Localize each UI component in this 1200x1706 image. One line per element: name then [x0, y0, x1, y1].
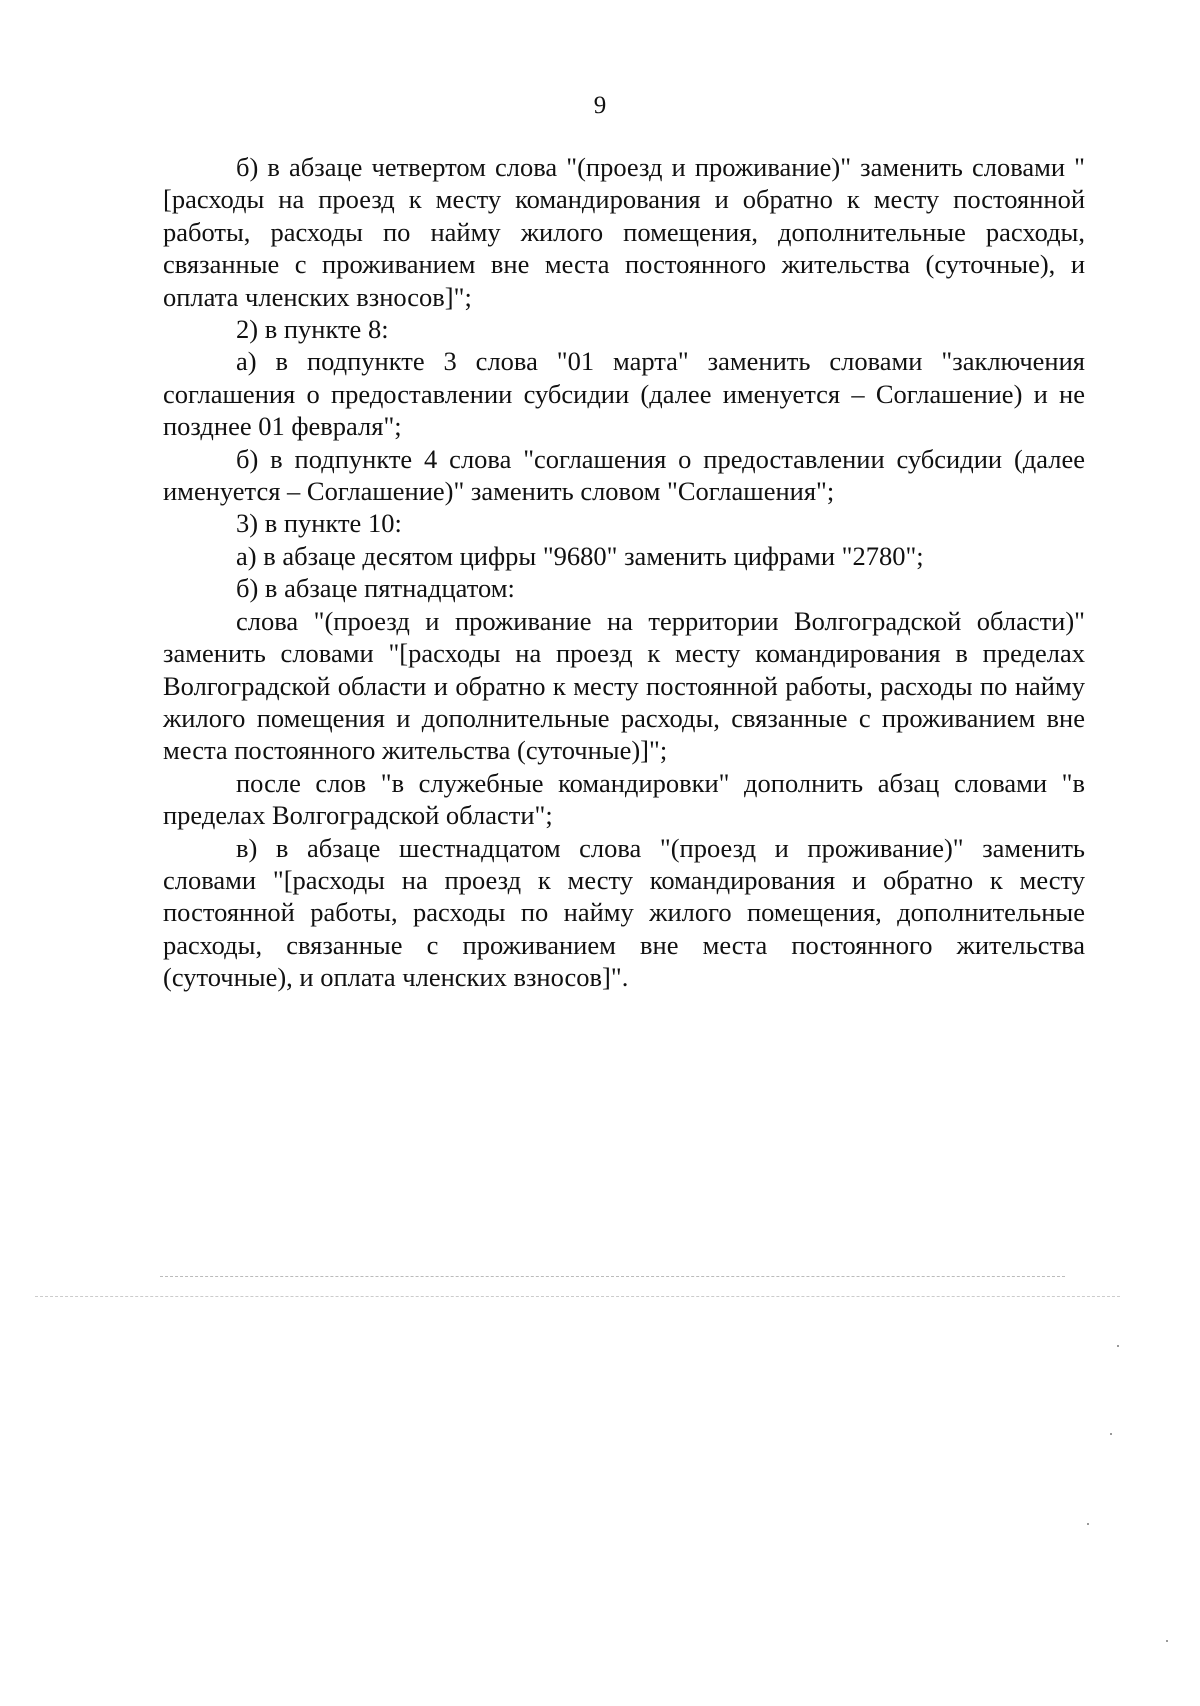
paragraph: слова "(проезд и проживание на территории Волгоградской области)" заменить словами "[расходы на проезд к месту командирования в пределах Волгоградской области и обратно к месту постоянной работы, расходы по найму жилого помещения и дополнительные расходы, связанные с проживанием вне места постоянного жительства (суточные)]"; [163, 605, 1085, 766]
paragraph: б) в абзаце четвертом слова "(проезд и проживание)" заменить словами "[расходы на проезд к месту командирования и обратно к месту постоянной работы, расходы по найму жилого помещения, дополнительные расходы, связанные с проживанием вне места постоянного жительства (суточные), и оплата членских взносов]"; [163, 152, 1085, 312]
paragraph: 2) в пункте 8: [236, 314, 389, 345]
scan-artifact-line [160, 1276, 1065, 1277]
scan-speck [1110, 1433, 1112, 1435]
scan-speck [1087, 1523, 1089, 1525]
paragraph: в) в абзаце шестнадцатом слова "(проезд и проживание)" заменить словами "[расходы на проезд к месту командирования и обратно к месту постоянной работы, расходы по найму жилого помещения, дополнительные расходы, связанные с проживанием вне места постоянного жительства (суточные), и оплата членских взносов]". [163, 832, 1085, 993]
paragraph: после слов "в служебные командировки" дополнить абзац словами "в пределах Волгоградской области"; [163, 767, 1085, 831]
document-body [163, 151, 1085, 994]
paragraph: а) в абзаце десятом цифры "9680" заменить цифрами "2780"; [236, 540, 924, 571]
paragraph: б) в подпункте 4 слова "соглашения о предоставлении субсидии (далее именуется – Соглашение)" заменить словом "Соглашения"; [163, 443, 1085, 507]
paragraph: а) в подпункте 3 слова "01 марта" заменить словами "заключения соглашения о предоставлении субсидии (далее именуется – Соглашение) и не позднее 01 февраля"; [163, 346, 1085, 442]
paragraph: 3) в пункте 10: [236, 508, 402, 539]
scan-speck [1117, 1345, 1119, 1347]
paragraph: б) в абзаце пятнадцатом: [236, 573, 515, 604]
scan-speck [1166, 1640, 1168, 1642]
page-number: 9 [593, 92, 607, 119]
scan-artifact-line [35, 1296, 1120, 1297]
